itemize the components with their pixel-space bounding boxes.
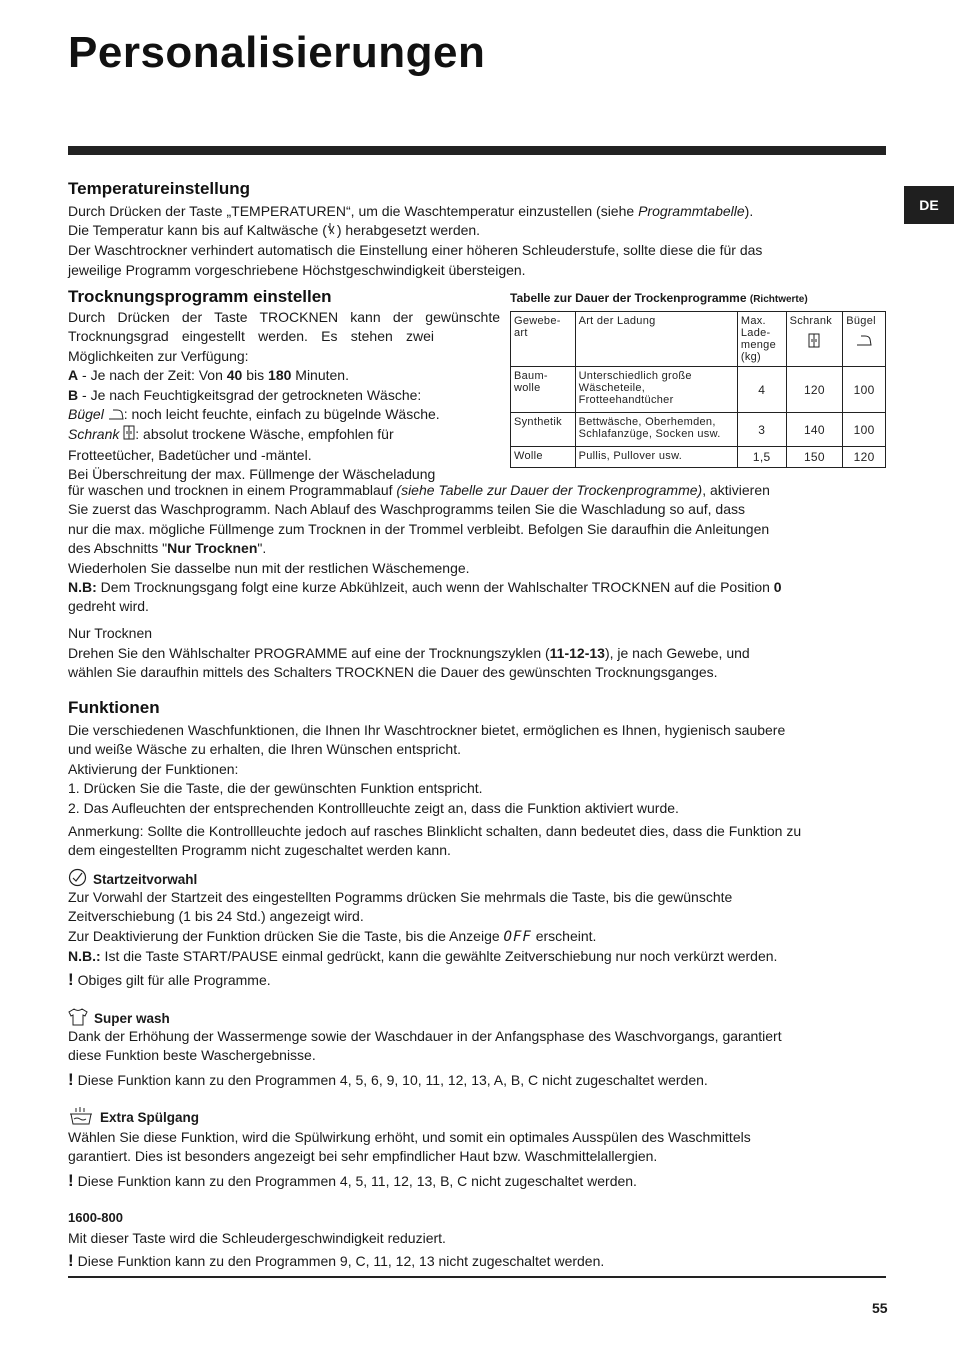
iron-icon xyxy=(108,406,124,425)
section-heading-temperature: Temperatureinstellung xyxy=(68,179,250,198)
rinse-icon xyxy=(68,1106,94,1129)
function-heading-spin: 1600-800 xyxy=(68,1210,123,1225)
function-heading-extra-rinse: Extra Spülgang xyxy=(68,1106,199,1129)
function-heading-super-wash: Super wash xyxy=(68,1007,170,1029)
header-schrank: Schrank xyxy=(786,312,843,367)
section-heading-drying: Trocknungsprogramm einstellen xyxy=(68,287,332,306)
delay-start-text: Zur Vorwahl der Startzeit des eingestellten Pogramms drücken Sie mehrmals die Taste, bis die gewünschte Zeitverschiebung (1 bis 24 Std.) angezeigt wird. Zur Deaktivierung der Funktion drücken Sie die Taste, bis die Anzeige OFF erscheint. N.B.: Ist die Taste START/PAUSE einmal gedrückt, kann die gewählte Zeitverschiebung nur noch verkürzt werden. ! Obiges gilt für alle Programme. xyxy=(68,889,778,989)
header-load: Art der Ladung xyxy=(575,312,737,367)
extra-rinse-text: Wählen Sie diese Funktion, wird die Spülwirkung erhöht, und somit ein optimales Ausspülen des Waschmittels garantiert. Dies ist besonders angezeigt bei sehr empfindlicher Haut bzw. Waschmittelallergien. ! Diese Funktion kann zu den Programmen 4, 5, 11, 12, 13, B, C nicht zugeschaltet werden. xyxy=(68,1129,751,1190)
page-number: 55 xyxy=(872,1300,888,1316)
drying-text-full: für waschen und trocknen in einem Programmablauf (siehe Tabelle zur Dauer der Trockenprogramme), aktivieren Sie zuerst das Waschprogramm. Nach Ablauf des Waschprogramms teilen Sie die Waschladung so auf, dass nur die max. mögliche Füllmenge zum Trocknen in der Trommel verbleibt. Befolgen Sie daraufhin die Anleitungen des Abschnitts "Nur Trocknen". Wiederholen Sie dasselbe nun mit der restlichen Wäschemenge. N.B: Dem Trocknungsgang folgt eine kurze Abkühlzeit, auch wenn der Wahlschalter TROCKNEN auf die Position 0 gedreht wird. xyxy=(68,482,782,615)
function-heading-delay-start: Startzeitvorwahl xyxy=(68,868,197,890)
header-max-load: Max. Lade- menge (kg) xyxy=(737,312,786,367)
wardrobe-icon xyxy=(790,333,840,351)
drying-text-left: Durch Drücken der Taste TROCKNEN kann der gewünschte Trocknungsgrad eingestellt werden. Es stehen zwei Möglichkeiten zur Verfügung: A - Je nach der Zeit: Von 40 bis 180 Minuten. B - Je nach Feuchtigkeitsgrad der getrockneten Wäsche: Bügel : noch leicht feuchte, einfach zu bügelnde Wäsche. Schrank : absolut trockene Wäsche, empfohlen für Frotteetücher, Badetücher und -mäntel. Bei Überschreitung der max. Füllmenge der Wäscheladung xyxy=(68,309,500,482)
shirt-icon xyxy=(68,1007,88,1029)
off-display: OFF xyxy=(503,928,532,945)
only-dry-text: Drehen Sie den Wählschalter PROGRAMME auf eine der Trocknungszyklen (11-12-13), je nach Gewebe, und wählen Sie daraufhin mittels des Schalters TROCKNEN die Dauer des gewünschten Trocknungsganges. xyxy=(68,645,750,681)
table-header-row xyxy=(511,312,886,367)
table-row: Baum- wolle Unterschiedlich große Wäscheteile, Frotteehandtücher 4 120 100 xyxy=(511,367,886,413)
section-heading-functions: Funktionen xyxy=(68,698,160,717)
header-fabric: Gewebe- art xyxy=(511,312,576,367)
super-wash-text: Dank der Erhöhung der Wassermenge sowie der Waschdauer in der Anfangsphase des Waschvorgangs, garantiert diese Funktion beste Waschergebnisse. ! Diese Funktion kann zu den Programmen 4, 5, 6, 9, 10, 11, 12, 13, A, B, C nicht zugeschaltet werden. xyxy=(68,1028,782,1089)
wardrobe-icon xyxy=(123,425,135,445)
page-title: Personalisierungen xyxy=(68,28,486,77)
temperature-text: Durch Drücken der Taste „TEMPERATUREN“, um die Waschtemperatur einzustellen (siehe Programmtabelle). Die Temperatur kann bis auf Kaltwäsche ( ) herabgesetzt werden. Der Waschtrockner verhindert automatisch die Einstellung einer höheren Schleuderstufe, sollte diese die für das jeweilige Programm vorgeschriebene Höchstgeschwindigkeit übersteigen. xyxy=(68,203,763,278)
subheading-only-dry: Nur Trocknen xyxy=(68,625,153,641)
table-row: Synthetik Bettwäsche, Oberhemden, Schlafanzüge, Socken usw. 3 140 100 xyxy=(511,413,886,447)
table-caption: Tabelle zur Dauer der Trockenprogramme (Richtwerte) xyxy=(510,291,808,305)
drying-duration-table xyxy=(510,311,886,468)
language-tab: DE xyxy=(904,186,954,224)
footer-divider xyxy=(68,1276,886,1278)
spin-text: Mit dieser Taste wird die Schleudergeschwindigkeit reduziert. ! Diese Funktion kann zu den Programmen 9, C, 11, 12, 13 nicht zugeschaltet werden. xyxy=(68,1230,605,1271)
title-divider xyxy=(68,146,886,155)
cold-wash-icon xyxy=(327,222,337,241)
functions-text: Die verschiedenen Waschfunktionen, die Ihnen Ihr Waschtrockner bietet, ermöglichen es Ihnen, hygienisch saubere und weiße Wäsche zu erhalten, die Ihren Wünschen entspricht. Aktivierung der Funktionen: 1. Drücken Sie die Taste, die der gewünschten Funktion entspricht. 2. Das Aufleuchten der entsprechenden Kontrollleuchte zeigt an, dass die Funktion aktiviert wurde. Anmerkung: Sollte die Kontrollleuchte jedoch auf rasches Blinklicht schalten, dann bedeutet dies, dass die Funktion zu dem eingestellten Programm nicht zugeschaltet werden kann. xyxy=(68,722,802,859)
table-row: Wolle Pullis, Pullover usw. 1,5 150 120 xyxy=(511,447,886,468)
timer-icon xyxy=(68,868,87,890)
header-buegel: Bügel xyxy=(843,312,886,367)
iron-icon xyxy=(846,335,882,349)
